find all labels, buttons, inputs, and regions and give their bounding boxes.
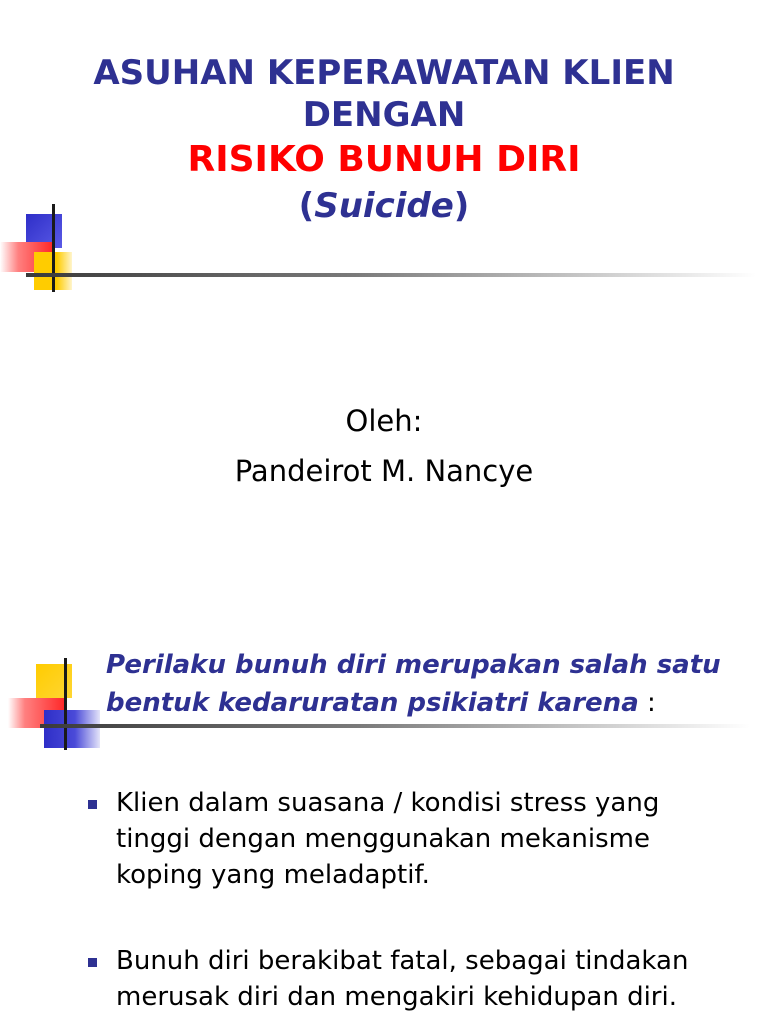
list-item [88, 785, 728, 893]
title-divider [26, 273, 756, 277]
byline-label: Oleh: [345, 404, 423, 438]
slide-heading [106, 646, 746, 722]
decorative-squares-2 [0, 658, 110, 758]
slide-content [0, 512, 768, 1024]
bullet-list [88, 785, 728, 1024]
vertical-rule [52, 204, 55, 292]
vertical-rule [64, 658, 67, 750]
heading-colon: : [638, 688, 656, 718]
paren-open: ( [298, 186, 315, 226]
bullet-text: Klien dalam suasana / kondisi stress yang tinggi dengan menggunakan mekanisme koping yang meladaptif. [116, 788, 660, 890]
list-item [88, 943, 728, 1015]
square-bullet-icon [88, 958, 97, 967]
title-line-2: DENGAN [302, 95, 466, 135]
decorative-squares [0, 200, 100, 300]
blue-square [44, 710, 100, 748]
author-name: Pandeirot M. Nancye [234, 454, 534, 488]
bullet-text: Bunuh diri berakibat fatal, sebagai tindakan merusak diri dan mengakiri kehidupan diri. [116, 946, 689, 1012]
slide-title-block [40, 52, 728, 228]
paren-close: ) [453, 186, 470, 226]
title-line-1: ASUHAN KEPERAWATAN KLIEN [93, 53, 675, 93]
heading-text: Perilaku bunuh diri merupakan salah satu bentuk kedaruratan psikiatri karena [106, 650, 721, 718]
title-risk-line: RISIKO BUNUH DIRI [187, 139, 581, 180]
heading-divider [40, 724, 750, 728]
square-bullet-icon [88, 800, 97, 809]
suicide-word: Suicide [314, 186, 454, 226]
title-suicide-line [40, 184, 728, 228]
